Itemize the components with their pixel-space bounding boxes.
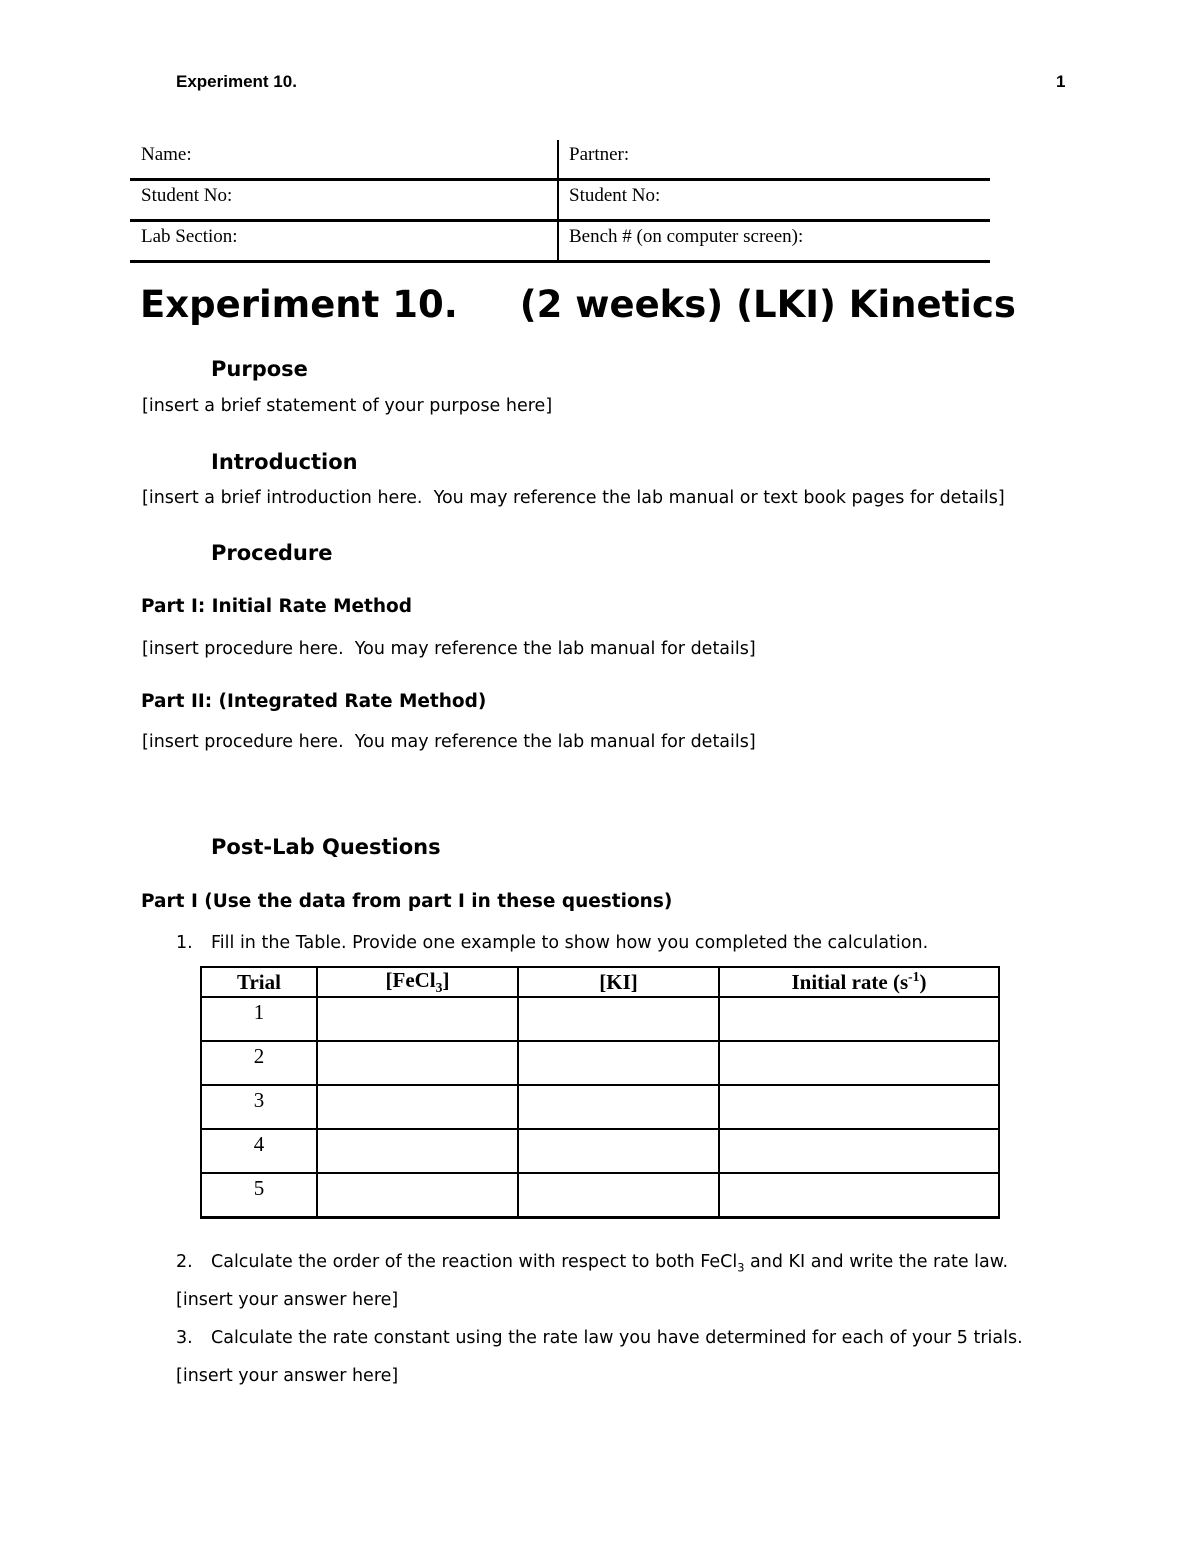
ki-cell[interactable] [518,1041,719,1085]
q2-text: Calculate the order of the reaction with respect to both FeCl$_3$ and KI and write the rate law. [211,1252,1009,1275]
trial-cell: 4 [201,1129,317,1173]
fecl3-cell[interactable] [317,1129,518,1173]
q2-answer[interactable]: [insert your answer here] [176,1290,399,1310]
ki-cell[interactable] [518,1129,719,1173]
bench-label: Bench # (on computer screen): [569,226,804,247]
table-row [201,1085,999,1129]
q3-number: 3. [176,1328,193,1348]
rate-cell[interactable] [719,1129,999,1173]
q2-number: 2. [176,1252,193,1272]
partner-label: Partner: [569,144,630,165]
kinetics-data-table [200,966,1000,1219]
ki-cell[interactable] [518,1085,719,1129]
trial-cell: 2 [201,1041,317,1085]
part2-procedure-heading: Part II: (Integrated Rate Method) [141,691,487,712]
part2-procedure-text: [insert procedure here. You may reference the lab manual for details] [142,732,756,752]
part1-procedure-heading: Part I: Initial Rate Method [141,596,413,617]
title-experiment: Experiment 10. [140,283,458,326]
info-row-lab-section [130,222,990,263]
info-row-name [130,140,990,181]
info-row-student-no [130,181,990,222]
student-info-table [130,140,990,263]
fecl3-cell[interactable] [317,1173,518,1218]
table-row [201,1173,999,1218]
title-subject: (2 weeks) (LKI) Kinetics [519,283,1016,326]
q1-text: Fill in the Table. Provide one example to show how you completed the calculation. [211,933,929,953]
lab-section-label: Lab Section: [141,226,238,247]
table-row [201,1129,999,1173]
trial-cell: 1 [201,997,317,1041]
postlab-heading: Post-Lab Questions [211,835,441,859]
q3-answer[interactable]: [insert your answer here] [176,1366,399,1386]
name-label: Name: [141,144,192,165]
trial-cell: 5 [201,1173,317,1218]
purpose-heading: Purpose [211,357,308,381]
purpose-text: [insert a brief statement of your purpose here] [142,396,553,416]
q1-number: 1. [176,933,193,953]
introduction-text: [insert a brief introduction here. You may reference the lab manual or text book pages for details] [142,488,1005,508]
header-initial-rate: Initial rate $(s^{-1})$ [719,967,999,997]
table-row [201,1041,999,1085]
introduction-heading: Introduction [211,450,358,474]
rate-cell[interactable] [719,1173,999,1218]
header-fecl3: [FeCl$_3$] [317,967,518,997]
table-header-row [201,967,999,997]
procedure-heading: Procedure [211,541,333,565]
trial-cell: 3 [201,1085,317,1129]
rate-cell[interactable] [719,1085,999,1129]
fecl3-cell[interactable] [317,997,518,1041]
rate-cell[interactable] [719,997,999,1041]
table-row [201,997,999,1041]
partner-student-no-label: Student No: [569,185,661,206]
q3-text: Calculate the rate constant using the rate law you have determined for each of your 5 trials. [211,1328,1023,1348]
header-ki: [KI] [518,967,719,997]
ki-cell[interactable] [518,997,719,1041]
postlab-part1-heading: Part I (Use the data from part I in these questions) [141,891,673,912]
page-number: 1 [1056,72,1066,91]
student-no-label: Student No: [141,185,233,206]
fecl3-cell[interactable] [317,1085,518,1129]
part1-procedure-text: [insert procedure here. You may reference the lab manual for details] [142,639,756,659]
header-title: Experiment 10. [176,72,297,91]
ki-cell[interactable] [518,1173,719,1218]
document-title [140,283,1016,326]
rate-cell[interactable] [719,1041,999,1085]
header-trial: Trial [201,967,317,997]
fecl3-cell[interactable] [317,1041,518,1085]
